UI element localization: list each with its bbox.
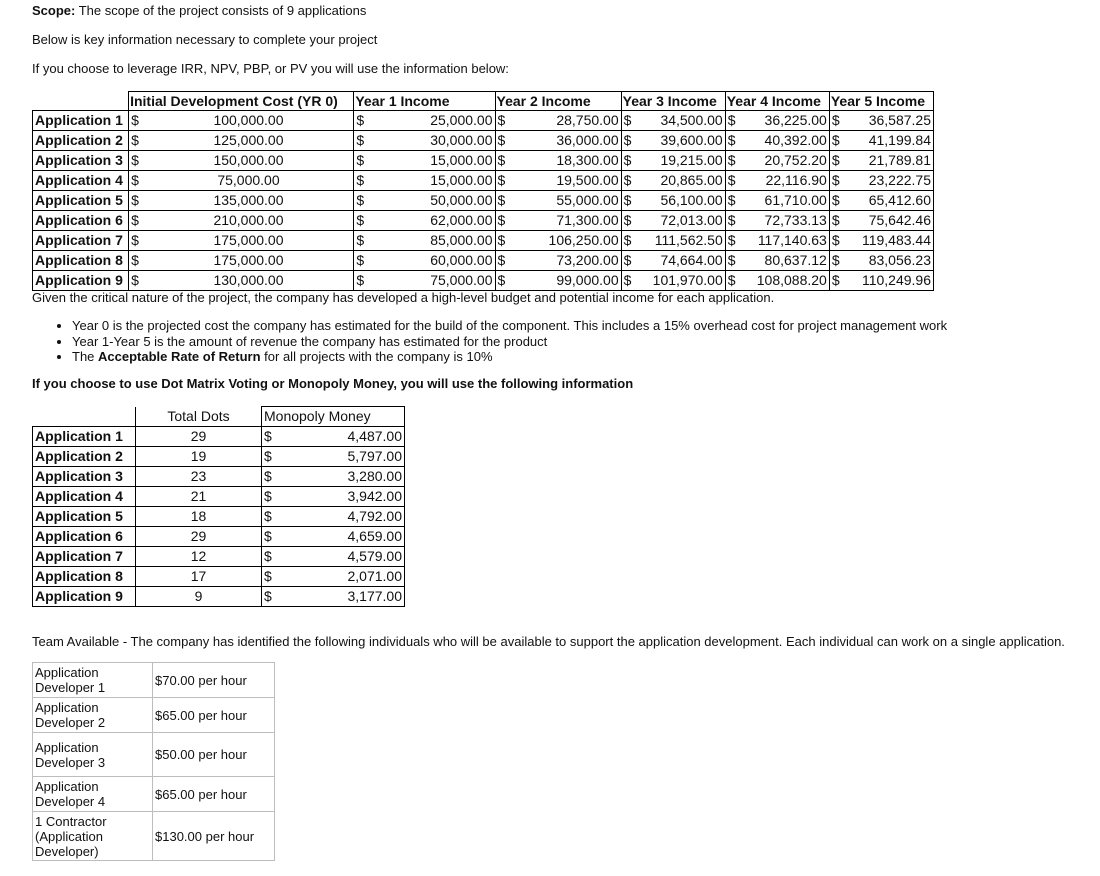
amount-cell — [829, 151, 933, 171]
currency-symbol: $ — [354, 211, 369, 231]
amount-cell — [725, 171, 829, 191]
amount-cell — [621, 131, 725, 151]
team-table — [32, 662, 275, 861]
amount-value: 28,750.00 — [556, 112, 619, 128]
team-row — [33, 698, 275, 733]
bullet-year1-5: • Year 1-Year 5 is the amount of revenue the company has estimated for the product — [72, 334, 947, 350]
bullet-year0: • Year 0 is the projected cost the company has estimated for the build of the component. This includes a 15% overhead cost for project management work — [72, 318, 947, 334]
col-header-initial-cost: Initial Development Cost (YR 0) — [129, 92, 354, 111]
application-name: Application 4 — [33, 487, 136, 507]
currency-symbol: $ — [497, 112, 506, 128]
currency-symbol: $ — [262, 447, 276, 467]
amount-value: 75,642.46 — [868, 212, 931, 228]
monopoly-money-value: 2,071.00 — [276, 567, 405, 587]
amount-cell: 175,000.00 — [144, 251, 354, 271]
scope-line — [32, 3, 366, 19]
amount-value: 101,970.00 — [652, 272, 723, 288]
table-row — [33, 191, 934, 211]
application-name: Application 9 — [33, 587, 136, 607]
amount-cell — [725, 251, 829, 271]
amount-cell — [621, 111, 725, 131]
currency-symbol: $ — [623, 132, 632, 148]
amount-cell: 100,000.00 — [144, 111, 354, 131]
amount-value: 23,222.75 — [868, 172, 931, 188]
currency-symbol: $ — [623, 272, 632, 288]
table-row — [33, 547, 405, 567]
amount-value: 41,199.84 — [868, 132, 931, 148]
currency-symbol: $ — [497, 152, 506, 168]
monopoly-money-value: 4,579.00 — [276, 547, 405, 567]
currency-symbol: $ — [623, 152, 632, 168]
bullet-rate-prefix: The — [72, 349, 99, 364]
currency-symbol: $ — [262, 527, 276, 547]
amount-value: 19,215.00 — [660, 152, 723, 168]
amount-cell — [621, 271, 725, 291]
currency-symbol: $ — [727, 112, 736, 128]
currency-symbol: $ — [831, 152, 840, 168]
table-row — [33, 231, 934, 251]
amount-value: 119,483.44 — [861, 232, 931, 248]
monopoly-money-value: 3,280.00 — [276, 467, 405, 487]
amount-value: 61,710.00 — [764, 192, 827, 208]
table-row — [33, 467, 405, 487]
currency-symbol: $ — [831, 192, 840, 208]
amount-cell — [725, 131, 829, 151]
currency-symbol: $ — [129, 191, 144, 211]
currency-symbol: $ — [354, 131, 369, 151]
scope-text: The scope of the project consists of 9 applications — [75, 3, 367, 18]
amount-value: 111,562.50 — [654, 232, 723, 248]
amount-value: 39,600.00 — [660, 132, 723, 148]
amount-cell — [495, 191, 621, 211]
amount-cell — [621, 171, 725, 191]
currency-symbol: $ — [129, 231, 144, 251]
currency-symbol: $ — [727, 232, 736, 248]
amount-cell — [725, 211, 829, 231]
application-name: Application 8 — [33, 251, 129, 271]
monopoly-money-value: 5,797.00 — [276, 447, 405, 467]
currency-symbol: $ — [354, 111, 369, 131]
total-dots-value: 23 — [136, 467, 262, 487]
currency-symbol: $ — [497, 232, 506, 248]
team-member-rate: $70.00 per hour — [153, 663, 275, 698]
monopoly-money-value: 3,177.00 — [276, 587, 405, 607]
amount-value: 20,865.00 — [660, 172, 723, 188]
amount-value: 74,664.00 — [660, 252, 723, 268]
amount-value: 72,733.13 — [764, 212, 827, 228]
amount-cell — [725, 191, 829, 211]
currency-symbol: $ — [354, 251, 369, 271]
amount-cell — [725, 271, 829, 291]
amount-value: 19,500.00 — [556, 172, 619, 188]
amount-cell — [621, 191, 725, 211]
table-row — [33, 111, 934, 131]
dots-header-row — [33, 407, 405, 427]
currency-symbol: $ — [129, 111, 144, 131]
table-row — [33, 211, 934, 231]
application-name: Application 8 — [33, 567, 136, 587]
currency-symbol: $ — [831, 232, 840, 248]
amount-cell: 15,000.00 — [369, 171, 495, 191]
currency-symbol: $ — [831, 272, 840, 288]
dot-matrix-intro: If you choose to use Dot Matrix Voting or Monopoly Money, you will use the following information — [32, 376, 634, 391]
table-row — [33, 151, 934, 171]
currency-symbol: $ — [129, 251, 144, 271]
currency-symbol: $ — [623, 112, 632, 128]
application-name: Application 3 — [33, 151, 129, 171]
team-member-rate: $50.00 per hour — [153, 733, 275, 777]
currency-symbol: $ — [262, 567, 276, 587]
table-row — [33, 507, 405, 527]
intro-text: Below is key information necessary to complete your project — [32, 32, 378, 47]
bullet-rate-of-return — [72, 349, 947, 365]
amount-value: 36,587.25 — [868, 112, 931, 128]
amount-cell — [495, 171, 621, 191]
amount-cell: 135,000.00 — [144, 191, 354, 211]
col-header-year1: Year 1 Income — [354, 92, 495, 111]
currency-symbol: $ — [831, 212, 840, 228]
currency-symbol: $ — [727, 172, 736, 188]
currency-symbol: $ — [497, 252, 506, 268]
amount-cell: 75,000.00 — [369, 271, 495, 291]
amount-cell — [495, 251, 621, 271]
team-member-role: Application Developer 3 — [33, 733, 153, 777]
amount-cell: 125,000.00 — [144, 131, 354, 151]
currency-symbol: $ — [727, 132, 736, 148]
application-name: Application 2 — [33, 131, 129, 151]
currency-symbol: $ — [497, 212, 506, 228]
table-row — [33, 427, 405, 447]
amount-value: 72,013.00 — [660, 212, 723, 228]
currency-symbol: $ — [623, 172, 632, 188]
amount-value: 110,249.96 — [861, 272, 931, 288]
amount-value: 36,225.00 — [764, 112, 827, 128]
financial-header-blank — [33, 92, 129, 111]
table-row — [33, 271, 934, 291]
amount-cell: 60,000.00 — [369, 251, 495, 271]
amount-cell: 150,000.00 — [144, 151, 354, 171]
amount-value: 36,000.00 — [556, 132, 619, 148]
amount-value: 40,392.00 — [764, 132, 827, 148]
table-row — [33, 487, 405, 507]
table-row — [33, 171, 934, 191]
currency-symbol: $ — [623, 232, 632, 248]
amount-value: 55,000.00 — [556, 192, 619, 208]
currency-symbol: $ — [831, 132, 840, 148]
amount-value: 22,116.90 — [765, 172, 827, 188]
team-member-rate: $130.00 per hour — [153, 812, 275, 861]
currency-symbol: $ — [129, 131, 144, 151]
currency-symbol: $ — [354, 151, 369, 171]
col-header-year2: Year 2 Income — [495, 92, 621, 111]
amount-value: 56,100.00 — [660, 192, 723, 208]
currency-symbol: $ — [727, 152, 736, 168]
amount-cell — [829, 111, 933, 131]
currency-symbol: $ — [262, 507, 276, 527]
total-dots-value: 29 — [136, 527, 262, 547]
currency-symbol: $ — [354, 231, 369, 251]
amount-cell: 210,000.00 — [144, 211, 354, 231]
total-dots-value: 18 — [136, 507, 262, 527]
scope-label: Scope: — [32, 3, 76, 18]
currency-symbol: $ — [831, 112, 840, 128]
currency-symbol: $ — [623, 192, 632, 208]
table-row — [33, 567, 405, 587]
info-bullets — [55, 318, 947, 365]
team-row — [33, 663, 275, 698]
team-member-rate: $65.00 per hour — [153, 698, 275, 733]
amount-cell — [621, 231, 725, 251]
table-row — [33, 447, 405, 467]
currency-symbol: $ — [727, 252, 736, 268]
currency-symbol: $ — [262, 547, 276, 567]
application-name: Application 4 — [33, 171, 129, 191]
amount-cell — [829, 191, 933, 211]
currency-symbol: $ — [623, 212, 632, 228]
application-name: Application 2 — [33, 447, 136, 467]
amount-value: 21,789.81 — [868, 152, 931, 168]
amount-cell: 130,000.00 — [144, 271, 354, 291]
team-member-role: Application Developer 4 — [33, 777, 153, 812]
amount-cell — [621, 151, 725, 171]
financial-table — [32, 91, 934, 291]
currency-symbol: $ — [262, 467, 276, 487]
amount-value: 117,140.63 — [757, 232, 827, 248]
amount-value: 20,752.20 — [764, 152, 827, 168]
amount-cell — [725, 151, 829, 171]
amount-cell: 175,000.00 — [144, 231, 354, 251]
currency-symbol: $ — [262, 487, 276, 507]
currency-symbol: $ — [354, 191, 369, 211]
application-name: Application 7 — [33, 231, 129, 251]
monopoly-money-value: 4,487.00 — [276, 427, 405, 447]
currency-symbol: $ — [129, 171, 144, 191]
amount-cell — [621, 251, 725, 271]
bullet-rate-bold: Acceptable Rate of Return — [98, 349, 261, 364]
currency-symbol: $ — [354, 271, 369, 291]
total-dots-value: 19 — [136, 447, 262, 467]
amount-cell — [495, 271, 621, 291]
amount-cell: 15,000.00 — [369, 151, 495, 171]
amount-value: 80,637.12 — [764, 252, 827, 268]
monopoly-money-value: 3,942.00 — [276, 487, 405, 507]
dots-header-blank — [33, 407, 136, 427]
application-name: Application 6 — [33, 527, 136, 547]
total-dots-value: 21 — [136, 487, 262, 507]
col-header-year3: Year 3 Income — [621, 92, 725, 111]
amount-cell: 50,000.00 — [369, 191, 495, 211]
team-row — [33, 733, 275, 777]
team-row — [33, 812, 275, 861]
team-row — [33, 777, 275, 812]
currency-symbol: $ — [497, 132, 506, 148]
table-row — [33, 131, 934, 151]
table-row — [33, 587, 405, 607]
col-header-year5: Year 5 Income — [829, 92, 933, 111]
currency-symbol: $ — [623, 252, 632, 268]
monopoly-money-value: 4,659.00 — [276, 527, 405, 547]
amount-value: 73,200.00 — [556, 252, 619, 268]
application-name: Application 1 — [33, 427, 136, 447]
currency-symbol: $ — [129, 271, 144, 291]
financial-table-body — [33, 92, 934, 291]
amount-cell — [829, 271, 933, 291]
amount-cell — [495, 211, 621, 231]
amount-value: 83,056.23 — [868, 252, 931, 268]
currency-symbol: $ — [831, 172, 840, 188]
amount-value: 108,088.20 — [756, 272, 827, 288]
team-member-role: 1 Contractor (Application Developer) — [33, 812, 153, 861]
team-table-body — [33, 663, 275, 861]
amount-cell — [495, 151, 621, 171]
currency-symbol: $ — [262, 427, 276, 447]
currency-symbol: $ — [129, 151, 144, 171]
team-intro: Team Available - The company has identified the following individuals who will be available to support the application development. Each individual can work on a single application. — [32, 634, 1065, 649]
team-member-role: Application Developer 1 — [33, 663, 153, 698]
irr-intro-text: If you choose to leverage IRR, NPV, PBP, or PV you will use the information below: — [32, 61, 509, 76]
currency-symbol: $ — [354, 171, 369, 191]
application-name: Application 9 — [33, 271, 129, 291]
total-dots-value: 9 — [136, 587, 262, 607]
amount-value: 18,300.00 — [556, 152, 619, 168]
amount-cell — [495, 131, 621, 151]
amount-cell: 85,000.00 — [369, 231, 495, 251]
currency-symbol: $ — [262, 587, 276, 607]
table-row — [33, 251, 934, 271]
application-name: Application 6 — [33, 211, 129, 231]
amount-value: 65,412.60 — [868, 192, 931, 208]
currency-symbol: $ — [129, 211, 144, 231]
amount-cell — [829, 211, 933, 231]
amount-cell — [495, 111, 621, 131]
application-name: Application 1 — [33, 111, 129, 131]
application-name: Application 5 — [33, 191, 129, 211]
amount-cell: 62,000.00 — [369, 211, 495, 231]
application-name: Application 5 — [33, 507, 136, 527]
currency-symbol: $ — [497, 272, 506, 288]
amount-cell — [829, 251, 933, 271]
team-member-role: Application Developer 2 — [33, 698, 153, 733]
table-row — [33, 527, 405, 547]
financial-header-row — [33, 92, 934, 111]
application-name: Application 7 — [33, 547, 136, 567]
currency-symbol: $ — [831, 252, 840, 268]
currency-symbol: $ — [497, 192, 506, 208]
amount-cell — [725, 231, 829, 251]
amount-value: 99,000.00 — [556, 272, 619, 288]
amount-cell — [725, 111, 829, 131]
budget-note: Given the critical nature of the project, the company has developed a high-level budget and potential income for each application. — [32, 290, 775, 305]
amount-value: 71,300.00 — [556, 212, 619, 228]
amount-cell — [621, 211, 725, 231]
application-name: Application 3 — [33, 467, 136, 487]
total-dots-value: 17 — [136, 567, 262, 587]
amount-value: 106,250.00 — [548, 232, 619, 248]
total-dots-value: 12 — [136, 547, 262, 567]
amount-cell: 75,000.00 — [144, 171, 354, 191]
monopoly-money-value: 4,792.00 — [276, 507, 405, 527]
amount-cell — [495, 231, 621, 251]
total-dots-value: 29 — [136, 427, 262, 447]
currency-symbol: $ — [497, 172, 506, 188]
amount-cell — [829, 171, 933, 191]
currency-symbol: $ — [727, 272, 736, 288]
col-header-year4: Year 4 Income — [725, 92, 829, 111]
bullet-rate-suffix: for all projects with the company is 10% — [260, 349, 493, 364]
amount-cell — [829, 131, 933, 151]
col-header-total-dots: Total Dots — [136, 407, 262, 427]
dots-table-body — [33, 407, 405, 607]
amount-cell: 25,000.00 — [369, 111, 495, 131]
amount-cell — [829, 231, 933, 251]
dots-table — [32, 406, 405, 607]
amount-value: 34,500.00 — [660, 112, 723, 128]
col-header-monopoly-money: Monopoly Money — [262, 407, 405, 427]
currency-symbol: $ — [727, 192, 736, 208]
currency-symbol: $ — [727, 212, 736, 228]
amount-cell: 30,000.00 — [369, 131, 495, 151]
team-member-rate: $65.00 per hour — [153, 777, 275, 812]
